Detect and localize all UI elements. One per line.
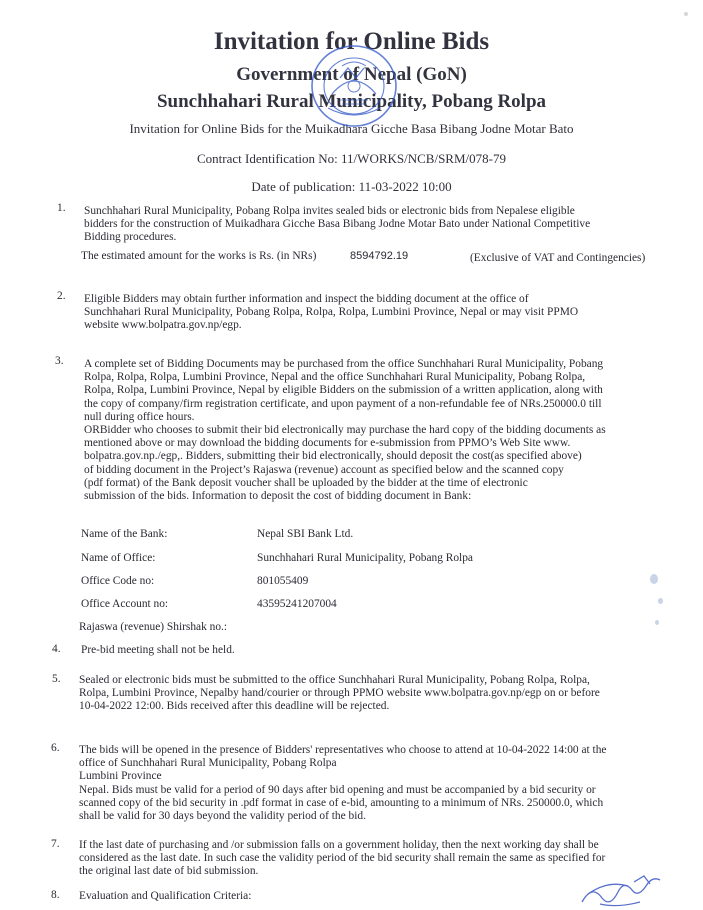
bank-value: 43595241207004	[257, 598, 337, 610]
text-line: the original last date of bid submission.	[79, 865, 259, 878]
section-2-text	[84, 293, 578, 333]
text-line: Bidding procedures.	[84, 231, 177, 244]
section-number: 7.	[51, 838, 60, 850]
section-number: 4.	[52, 643, 61, 655]
section-number: 1.	[57, 202, 66, 214]
section-6-text	[79, 744, 606, 823]
text-line: Rolpa, Rolpa, Lumbini Province, Nepal by eligible Bidders on the submission of a written application, along with	[84, 384, 603, 397]
section-number: 3.	[55, 355, 64, 367]
section-3-text	[84, 358, 606, 503]
text-line: Sunchhahari Rural Municipality, Pobang Rolpa invites sealed bids or electronic bids from Nepalese eligible	[84, 205, 575, 217]
section-7-text	[79, 839, 605, 879]
text-line: scanned copy of the bid security in .pdf format in case of e-bid, amounting to a minimum of NRs. 250000.0, which	[79, 796, 604, 809]
text-line: Sealed or electronic bids must be submitted to the office Sunchhahari Rural Municipality, Pobang Rolpa, Rolpa,	[79, 674, 590, 686]
section-number: 6.	[51, 742, 60, 754]
bank-label: Name of the Bank:	[81, 528, 168, 540]
text-line: website www.bolpatra.gov.np/egp.	[84, 319, 242, 332]
text-line: Lumbini Province	[79, 770, 162, 783]
section-1-text	[84, 205, 590, 245]
rajaswa-label: Rajaswa (revenue) Shirshak no.:	[79, 621, 228, 633]
text-line: Nepal. Bids must be valid for a period of 90 days after bid opening and must be accompanied by a bid security or	[79, 783, 596, 796]
text-line: Sunchhahari Rural Municipality, Pobang Rolpa, Rolpa, Rolpa, Lumbini Province, Nepal or may visit PPMO	[84, 306, 579, 319]
bank-label: Name of Office:	[81, 552, 156, 564]
official-seal-icon	[282, 38, 422, 138]
text-line: Eligible Bidders may obtain further information and inspect the bidding document at the office of	[84, 293, 529, 305]
document-title: Invitation for Online Bids	[213, 28, 490, 55]
section-number: 8.	[51, 889, 60, 901]
estimated-amount-value: 8594792.19	[350, 250, 409, 262]
text-line: bolpatra.gov.np./egp,. Bidders, submitting their bid electronically, should deposit the cost(as specified above)	[84, 450, 582, 463]
text-line: Evaluation and Qualification Criteria:	[79, 890, 252, 902]
bank-label: Office Code no:	[81, 575, 155, 587]
estimated-amount-label: The estimated amount for the works is Rs. (in NRs)	[81, 250, 317, 262]
estimated-amount-note: (Exclusive of VAT and Contingencies)	[470, 252, 646, 264]
government-heading: Government of Nepal (GoN)	[236, 64, 467, 85]
scan-speck	[658, 598, 663, 604]
scan-speck	[650, 574, 658, 584]
text-line: the copy of company/firm registration certificate, and upon payment of a non-refundable fee of NRs.250000.0 till	[84, 397, 602, 410]
section-4-text	[81, 644, 235, 657]
text-line: of bidding document in the Project’s Rajaswa (revenue) account as specified below and the scanned copy	[84, 463, 564, 476]
scan-speck	[684, 12, 688, 16]
text-line: The bids will be opened in the presence of Bidders' representatives who choose to attend at 10-04-2022 14:00 at the	[79, 744, 607, 756]
scan-speck	[655, 620, 659, 625]
text-line: considered as the last date. In such case the validity period of the bid security shall remain the same as specified for	[79, 852, 606, 865]
text-line: mentioned above or may download the bidding documents for e-submission from PPMO’s Web Site www.	[84, 437, 571, 450]
text-line: If the last date of purchasing and /or submission falls on a government holiday, then the next working day shall be	[79, 839, 599, 851]
text-line: ORBidder who chooses to submit their bid electronically may purchase the hard copy of the bidding documents as	[84, 424, 606, 437]
text-line: bidders for the construction of Muikadhara Gicche Basa Bibang Jodne Motar Bato under National Competitive	[84, 218, 591, 231]
text-line: (pdf format) of the Bank deposit voucher shall be uploaded by the bidder at the time of electronic	[84, 476, 528, 489]
text-line: null during office hours.	[84, 410, 195, 423]
bank-label: Office Account no:	[81, 598, 169, 610]
section-5-text	[79, 674, 600, 714]
text-line: Rolpa, Lumbini Province, Nepalby hand/courier or through PPMO website www.bolpatra.gov.np/egp on or before	[79, 687, 600, 700]
text-line: submission of the bids. Information to deposit the cost of bidding document in Bank:	[84, 490, 472, 503]
text-line: Pre-bid meeting shall not be held.	[81, 644, 235, 656]
text-line: Rolpa, Rolpa, Rolpa, Lumbini Province, Nepal and the office Sunchhahari Rural Municipality, Pobang Rolpa,	[84, 371, 586, 384]
section-number: 2.	[57, 290, 66, 302]
signature-icon	[578, 872, 668, 908]
text-line: A complete set of Bidding Documents may be purchased from the office Sunchhahari Rural Municipality, Pobang	[84, 358, 604, 370]
project-line: Invitation for Online Bids for the Muikadhara Gicche Basa Bibang Jodne Motar Bato	[129, 121, 574, 136]
section-8-text	[79, 890, 251, 903]
bank-value: Sunchhahari Rural Municipality, Pobang Rolpa	[257, 552, 473, 564]
section-number: 5.	[52, 673, 61, 685]
bank-value: Nepal SBI Bank Ltd.	[257, 528, 354, 540]
text-line: shall be valid for 30 days beyond the validity period of the bid.	[79, 810, 366, 823]
bank-value: 801055409	[257, 575, 309, 587]
text-line: office of Sunchhahari Rural Municipality, Pobang Rolpa	[79, 757, 337, 770]
text-line: 10-04-2022 12:00. Bids received after this deadline will be rejected.	[79, 700, 390, 713]
contract-id: Contract Identification No: 11/WORKS/NCB/SRM/078-79	[197, 151, 506, 166]
municipality-heading: Sunchhahari Rural Municipality, Pobang Rolpa	[156, 91, 547, 112]
publication-date: Date of publication: 11-03-2022 10:00	[251, 179, 452, 194]
